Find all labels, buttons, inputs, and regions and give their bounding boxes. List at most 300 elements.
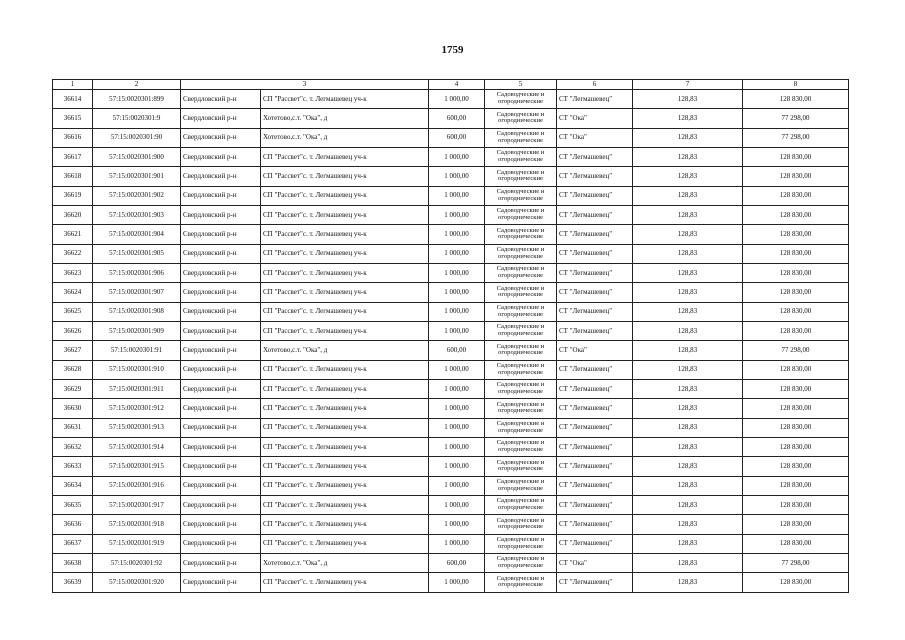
- cadastral-value-cell: 128 830,00: [743, 379, 849, 398]
- column-header-6: 6: [557, 80, 633, 90]
- area-cell: 1 000,00: [429, 186, 485, 205]
- land-use-line-1: Садоводческие и: [496, 226, 545, 234]
- land-use-line-1: Садоводческие и: [496, 535, 545, 543]
- land-use-line-1: Садоводческие и: [496, 149, 545, 157]
- area-cell: 1 000,00: [429, 283, 485, 302]
- land-use-line-1: Садоводческие и: [496, 362, 545, 370]
- area-cell: 1 000,00: [429, 495, 485, 514]
- land-use-line-2: огороднические: [498, 156, 543, 164]
- organization-cell: СТ "Легмашевец": [557, 321, 633, 340]
- organization-cell: СТ "Легмашевец": [557, 244, 633, 263]
- address-cell: Хотетово,с.т. "Ока", д: [261, 109, 429, 128]
- area-cell: 1 000,00: [429, 437, 485, 456]
- table-row: [53, 515, 849, 534]
- cadastral-number-cell: 57:15:0020301:911: [93, 379, 181, 398]
- cadastral-value-cell: 128 830,00: [743, 515, 849, 534]
- organization-cell: СТ "Легмашевец": [557, 457, 633, 476]
- unit-price-cell: 128,83: [633, 109, 743, 128]
- organization-cell: СТ "Легмашевец": [557, 379, 633, 398]
- record-number-cell: 36622: [53, 244, 93, 263]
- district-cell: Свердловский р-н: [181, 534, 261, 553]
- district-cell: Свердловский р-н: [181, 302, 261, 321]
- column-header-1: 1: [53, 80, 93, 90]
- record-number-cell: 36637: [53, 534, 93, 553]
- land-use-cell: [485, 244, 557, 263]
- organization-cell: СТ "Легмашевец": [557, 476, 633, 495]
- unit-price-cell: 128,83: [633, 186, 743, 205]
- address-cell: СП "Рассвет"с. т. Легмашевец уч-к: [261, 379, 429, 398]
- column-header-5: 5: [485, 80, 557, 90]
- district-cell: Свердловский р-н: [181, 244, 261, 263]
- organization-cell: СТ "Легмашевец": [557, 263, 633, 282]
- land-use-line-2: огороднические: [498, 523, 543, 531]
- land-use-line-2: огороднические: [498, 465, 543, 473]
- table-row: [53, 302, 849, 321]
- record-number-cell: 36620: [53, 205, 93, 224]
- unit-price-cell: 128,83: [633, 553, 743, 572]
- table-row: [53, 263, 849, 282]
- cadastral-value-cell: 128 830,00: [743, 399, 849, 418]
- land-use-line-1: Садоводческие и: [496, 91, 545, 99]
- area-cell: 1 000,00: [429, 147, 485, 166]
- record-number-cell: 36633: [53, 457, 93, 476]
- table-row: [53, 534, 849, 553]
- cadastral-value-cell: 128 830,00: [743, 321, 849, 340]
- address-cell: Хотетово,с.т. "Ока", д: [261, 341, 429, 360]
- area-cell: 1 000,00: [429, 360, 485, 379]
- land-use-line-1: Садоводческие и: [496, 439, 545, 447]
- record-number-cell: 36615: [53, 109, 93, 128]
- record-number-cell: 36638: [53, 553, 93, 572]
- area-cell: 1 000,00: [429, 515, 485, 534]
- cadastral-number-cell: 57:15:0020301:914: [93, 437, 181, 456]
- page-number: 1759: [441, 44, 464, 56]
- unit-price-cell: 128,83: [633, 244, 743, 263]
- land-registry-table: [52, 79, 849, 593]
- address-cell: СП "Рассвет"с. т. Легмашевец уч-к: [261, 263, 429, 282]
- cadastral-value-cell: 128 830,00: [743, 457, 849, 476]
- district-cell: Свердловский р-н: [181, 476, 261, 495]
- land-use-line-1: Садоводческие и: [496, 381, 545, 389]
- area-cell: 600,00: [429, 341, 485, 360]
- address-cell: СП "Рассвет"с. т. Легмашевец уч-к: [261, 457, 429, 476]
- area-cell: 1 000,00: [429, 573, 485, 592]
- unit-price-cell: 128,83: [633, 341, 743, 360]
- record-number-cell: 36616: [53, 128, 93, 147]
- cadastral-number-cell: 57:15:0020301:91: [93, 341, 181, 360]
- cadastral-number-cell: 57:15:0020301:900: [93, 147, 181, 166]
- table-row: [53, 457, 849, 476]
- address-cell: СП "Рассвет"с. т. Легмашевец уч-к: [261, 225, 429, 244]
- table-row: [53, 128, 849, 147]
- district-cell: Свердловский р-н: [181, 399, 261, 418]
- table-row: [53, 495, 849, 514]
- land-use-line-1: Садоводческие и: [496, 323, 545, 331]
- cadastral-value-cell: 77 298,00: [743, 109, 849, 128]
- cadastral-number-cell: 57:15:0020301:903: [93, 205, 181, 224]
- address-cell: СП "Рассвет"с. т. Легмашевец уч-к: [261, 167, 429, 186]
- unit-price-cell: 128,83: [633, 515, 743, 534]
- land-use-line-2: огороднические: [498, 252, 543, 260]
- address-cell: СП "Рассвет"с. т. Легмашевец уч-к: [261, 244, 429, 263]
- column-header-8: 8: [743, 80, 849, 90]
- area-cell: 600,00: [429, 109, 485, 128]
- land-use-line-2: огороднические: [498, 194, 543, 202]
- unit-price-cell: 128,83: [633, 495, 743, 514]
- cadastral-value-cell: 128 830,00: [743, 534, 849, 553]
- district-cell: Свердловский р-н: [181, 553, 261, 572]
- area-cell: 1 000,00: [429, 399, 485, 418]
- unit-price-cell: 128,83: [633, 90, 743, 109]
- organization-cell: СТ "Ока": [557, 341, 633, 360]
- land-use-cell: [485, 205, 557, 224]
- land-use-cell: [485, 90, 557, 109]
- record-number-cell: 36630: [53, 399, 93, 418]
- address-cell: Хотетово,с.т. "Ока", д: [261, 128, 429, 147]
- cadastral-value-cell: 128 830,00: [743, 418, 849, 437]
- cadastral-number-cell: 57:15:0020301:910: [93, 360, 181, 379]
- land-use-line-1: Садоводческие и: [496, 246, 545, 254]
- land-use-line-1: Садоводческие и: [496, 458, 545, 466]
- cadastral-value-cell: 128 830,00: [743, 476, 849, 495]
- unit-price-cell: 128,83: [633, 147, 743, 166]
- cadastral-number-cell: 57:15:0020301:909: [93, 321, 181, 340]
- unit-price-cell: 128,83: [633, 399, 743, 418]
- land-use-cell: [485, 321, 557, 340]
- unit-price-cell: 128,83: [633, 167, 743, 186]
- area-cell: 1 000,00: [429, 225, 485, 244]
- address-cell: СП "Рассвет"с. т. Легмашевец уч-к: [261, 437, 429, 456]
- cadastral-value-cell: 77 298,00: [743, 341, 849, 360]
- area-cell: 1 000,00: [429, 379, 485, 398]
- district-cell: Свердловский р-н: [181, 341, 261, 360]
- district-cell: Свердловский р-н: [181, 379, 261, 398]
- area-cell: 600,00: [429, 128, 485, 147]
- land-use-line-1: Садоводческие и: [496, 400, 545, 408]
- table-row: [53, 186, 849, 205]
- cadastral-number-cell: 57:15:0020301:905: [93, 244, 181, 263]
- land-use-line-2: огороднические: [498, 214, 543, 222]
- land-use-cell: [485, 341, 557, 360]
- area-cell: 1 000,00: [429, 321, 485, 340]
- district-cell: Свердловский р-н: [181, 437, 261, 456]
- cadastral-number-cell: 57:15:0020301:919: [93, 534, 181, 553]
- land-use-cell: [485, 263, 557, 282]
- land-use-line-2: огороднические: [498, 388, 543, 396]
- area-cell: 1 000,00: [429, 244, 485, 263]
- organization-cell: СТ "Легмашевец": [557, 302, 633, 321]
- table-row: [53, 90, 849, 109]
- cadastral-number-cell: 57:15:0020301:90: [93, 128, 181, 147]
- column-header-4: 4: [429, 80, 485, 90]
- organization-cell: СТ "Легмашевец": [557, 399, 633, 418]
- land-use-cell: [485, 399, 557, 418]
- district-cell: Свердловский р-н: [181, 225, 261, 244]
- table-row: [53, 321, 849, 340]
- cadastral-value-cell: 77 298,00: [743, 128, 849, 147]
- land-use-line-1: Садоводческие и: [496, 130, 545, 138]
- land-use-cell: [485, 553, 557, 572]
- land-use-line-1: Садоводческие и: [496, 284, 545, 292]
- district-cell: Свердловский р-н: [181, 186, 261, 205]
- table-row: [53, 225, 849, 244]
- organization-cell: СТ "Легмашевец": [557, 147, 633, 166]
- land-use-line-1: Садоводческие и: [496, 574, 545, 582]
- district-cell: Свердловский р-н: [181, 109, 261, 128]
- table-row: [53, 147, 849, 166]
- district-cell: Свердловский р-н: [181, 457, 261, 476]
- land-use-line-2: огороднические: [498, 581, 543, 589]
- record-number-cell: 36621: [53, 225, 93, 244]
- district-cell: Свердловский р-н: [181, 283, 261, 302]
- record-number-cell: 36614: [53, 90, 93, 109]
- address-cell: СП "Рассвет"с. т. Легмашевец уч-к: [261, 495, 429, 514]
- cadastral-number-cell: 57:15:0020301:901: [93, 167, 181, 186]
- table-row: [53, 167, 849, 186]
- cadastral-value-cell: 77 298,00: [743, 553, 849, 572]
- district-cell: Свердловский р-н: [181, 360, 261, 379]
- table-row: [53, 437, 849, 456]
- cadastral-number-cell: 57:15:0020301:918: [93, 515, 181, 534]
- record-number-cell: 36628: [53, 360, 93, 379]
- unit-price-cell: 128,83: [633, 360, 743, 379]
- organization-cell: СТ "Легмашевец": [557, 495, 633, 514]
- table-row: [53, 360, 849, 379]
- table-row: [53, 205, 849, 224]
- district-cell: Свердловский р-н: [181, 321, 261, 340]
- cadastral-value-cell: 128 830,00: [743, 360, 849, 379]
- record-number-cell: 36619: [53, 186, 93, 205]
- table-row: [53, 341, 849, 360]
- address-cell: СП "Рассвет"с. т. Легмашевец уч-к: [261, 205, 429, 224]
- address-cell: СП "Рассвет"с. т. Легмашевец уч-к: [261, 302, 429, 321]
- cadastral-number-cell: 57:15:0020301:902: [93, 186, 181, 205]
- land-use-cell: [485, 495, 557, 514]
- record-number-cell: 36634: [53, 476, 93, 495]
- organization-cell: СТ "Ока": [557, 553, 633, 572]
- address-cell: СП "Рассвет"с. т. Легмашевец уч-к: [261, 90, 429, 109]
- land-use-line-2: огороднические: [498, 136, 543, 144]
- unit-price-cell: 128,83: [633, 263, 743, 282]
- cadastral-value-cell: 128 830,00: [743, 225, 849, 244]
- area-cell: 1 000,00: [429, 302, 485, 321]
- land-use-cell: [485, 186, 557, 205]
- district-cell: Свердловский р-н: [181, 515, 261, 534]
- land-use-cell: [485, 225, 557, 244]
- address-cell: СП "Рассвет"с. т. Легмашевец уч-к: [261, 476, 429, 495]
- land-use-cell: [485, 147, 557, 166]
- land-use-line-1: Садоводческие и: [496, 110, 545, 118]
- land-use-cell: [485, 167, 557, 186]
- land-use-line-2: огороднические: [498, 117, 543, 125]
- area-cell: 1 000,00: [429, 167, 485, 186]
- address-cell: СП "Рассвет"с. т. Легмашевец уч-к: [261, 283, 429, 302]
- organization-cell: СТ "Легмашевец": [557, 283, 633, 302]
- land-use-cell: [485, 379, 557, 398]
- land-use-line-2: огороднические: [498, 175, 543, 183]
- land-use-line-1: Садоводческие и: [496, 188, 545, 196]
- district-cell: Свердловский р-н: [181, 167, 261, 186]
- unit-price-cell: 128,83: [633, 379, 743, 398]
- cadastral-number-cell: 57:15:0020301:908: [93, 302, 181, 321]
- address-cell: СП "Рассвет"с. т. Легмашевец уч-к: [261, 399, 429, 418]
- land-use-line-2: огороднические: [498, 504, 543, 512]
- cadastral-value-cell: 128 830,00: [743, 147, 849, 166]
- land-use-cell: [485, 437, 557, 456]
- record-number-cell: 36632: [53, 437, 93, 456]
- address-cell: СП "Рассвет"с. т. Легмашевец уч-к: [261, 147, 429, 166]
- cadastral-value-cell: 128 830,00: [743, 302, 849, 321]
- land-use-line-1: Садоводческие и: [496, 516, 545, 524]
- organization-cell: СТ "Легмашевец": [557, 573, 633, 592]
- cadastral-value-cell: 128 830,00: [743, 573, 849, 592]
- land-use-line-1: Садоводческие и: [496, 342, 545, 350]
- land-use-line-1: Садоводческие и: [496, 497, 545, 505]
- cadastral-number-cell: 57:15:0020301:899: [93, 90, 181, 109]
- cadastral-number-cell: 57:15:0020301:92: [93, 553, 181, 572]
- record-number-cell: 36625: [53, 302, 93, 321]
- record-number-cell: 36635: [53, 495, 93, 514]
- district-cell: Свердловский р-н: [181, 147, 261, 166]
- land-use-cell: [485, 302, 557, 321]
- district-cell: Свердловский р-н: [181, 573, 261, 592]
- address-cell: СП "Рассвет"с. т. Легмашевец уч-к: [261, 573, 429, 592]
- unit-price-cell: 128,83: [633, 457, 743, 476]
- table-row: [53, 109, 849, 128]
- address-cell: СП "Рассвет"с. т. Легмашевец уч-к: [261, 534, 429, 553]
- unit-price-cell: 128,83: [633, 573, 743, 592]
- address-cell: СП "Рассвет"с. т. Легмашевец уч-к: [261, 186, 429, 205]
- table-row: [53, 573, 849, 592]
- column-header-3: 3: [181, 80, 429, 90]
- cadastral-value-cell: 128 830,00: [743, 244, 849, 263]
- organization-cell: СТ "Легмашевец": [557, 225, 633, 244]
- record-number-cell: 36629: [53, 379, 93, 398]
- organization-cell: СТ "Легмашевец": [557, 90, 633, 109]
- area-cell: 1 000,00: [429, 263, 485, 282]
- record-number-cell: 36626: [53, 321, 93, 340]
- district-cell: Свердловский р-н: [181, 128, 261, 147]
- land-use-cell: [485, 457, 557, 476]
- area-cell: 1 000,00: [429, 90, 485, 109]
- column-number-header-row: [53, 80, 849, 90]
- land-use-line-2: огороднические: [498, 562, 543, 570]
- unit-price-cell: 128,83: [633, 534, 743, 553]
- land-use-cell: [485, 515, 557, 534]
- cadastral-number-cell: 57:15:0020301:920: [93, 573, 181, 592]
- table-row: [53, 418, 849, 437]
- area-cell: 1 000,00: [429, 534, 485, 553]
- land-use-line-2: огороднические: [498, 291, 543, 299]
- table-row: [53, 379, 849, 398]
- district-cell: Свердловский р-н: [181, 495, 261, 514]
- address-cell: СП "Рассвет"с. т. Легмашевец уч-к: [261, 321, 429, 340]
- unit-price-cell: 128,83: [633, 418, 743, 437]
- unit-price-cell: 128,83: [633, 283, 743, 302]
- organization-cell: СТ "Легмашевец": [557, 205, 633, 224]
- column-header-2: 2: [93, 80, 181, 90]
- land-use-line-2: огороднические: [498, 484, 543, 492]
- cadastral-number-cell: 57:15:0020301:907: [93, 283, 181, 302]
- address-cell: СП "Рассвет"с. т. Легмашевец уч-к: [261, 360, 429, 379]
- land-use-line-2: огороднические: [498, 426, 543, 434]
- unit-price-cell: 128,83: [633, 321, 743, 340]
- cadastral-number-cell: 57:15:0020301:913: [93, 418, 181, 437]
- area-cell: 1 000,00: [429, 457, 485, 476]
- organization-cell: СТ "Легмашевец": [557, 437, 633, 456]
- record-number-cell: 36631: [53, 418, 93, 437]
- land-use-line-1: Садоводческие и: [496, 478, 545, 485]
- area-cell: 1 000,00: [429, 205, 485, 224]
- land-use-line-2: огороднические: [498, 310, 543, 318]
- land-use-line-2: огороднические: [498, 407, 543, 415]
- record-number-cell: 36636: [53, 515, 93, 534]
- table-row: [53, 399, 849, 418]
- record-number-cell: 36639: [53, 573, 93, 592]
- organization-cell: СТ "Легмашевец": [557, 534, 633, 553]
- address-cell: СП "Рассвет"с. т. Легмашевец уч-к: [261, 515, 429, 534]
- cadastral-number-cell: 57:15:0020301:917: [93, 495, 181, 514]
- land-use-line-1: Садоводческие и: [496, 168, 545, 176]
- land-use-line-1: Садоводческие и: [496, 265, 545, 273]
- cadastral-value-cell: 128 830,00: [743, 283, 849, 302]
- land-use-cell: [485, 418, 557, 437]
- land-use-line-1: Садоводческие и: [496, 207, 545, 215]
- record-number-cell: 36627: [53, 341, 93, 360]
- unit-price-cell: 128,83: [633, 437, 743, 456]
- cadastral-number-cell: 57:15:0020301:912: [93, 399, 181, 418]
- unit-price-cell: 128,83: [633, 205, 743, 224]
- district-cell: Свердловский р-н: [181, 418, 261, 437]
- cadastral-number-cell: 57:15:0020301:916: [93, 476, 181, 495]
- table-row: [53, 244, 849, 263]
- record-number-cell: 36623: [53, 263, 93, 282]
- cadastral-value-cell: 128 830,00: [743, 263, 849, 282]
- organization-cell: СТ "Ока": [557, 109, 633, 128]
- land-use-line-2: огороднические: [498, 98, 543, 106]
- cadastral-number-cell: 57:15:0020301:9: [93, 109, 181, 128]
- cadastral-number-cell: 57:15:0020301:904: [93, 225, 181, 244]
- area-cell: 1 000,00: [429, 476, 485, 495]
- land-use-cell: [485, 573, 557, 592]
- district-cell: Свердловский р-н: [181, 205, 261, 224]
- record-number-cell: 36624: [53, 283, 93, 302]
- organization-cell: СТ "Легмашевец": [557, 167, 633, 186]
- area-cell: 1 000,00: [429, 418, 485, 437]
- organization-cell: СТ "Легмашевец": [557, 515, 633, 534]
- land-use-line-1: Садоводческие и: [496, 555, 545, 563]
- table-row: [53, 283, 849, 302]
- unit-price-cell: 128,83: [633, 128, 743, 147]
- land-use-cell: [485, 128, 557, 147]
- cadastral-value-cell: 128 830,00: [743, 437, 849, 456]
- land-use-cell: [485, 283, 557, 302]
- land-use-line-1: Садоводческие и: [496, 304, 545, 312]
- area-cell: 600,00: [429, 553, 485, 572]
- table-row: [53, 553, 849, 572]
- land-use-line-2: огороднические: [498, 368, 543, 376]
- cadastral-number-cell: 57:15:0020301:915: [93, 457, 181, 476]
- table-row: [53, 476, 849, 495]
- land-use-line-2: огороднические: [498, 330, 543, 338]
- organization-cell: СТ "Легмашевец": [557, 418, 633, 437]
- unit-price-cell: 128,83: [633, 225, 743, 244]
- land-use-line-2: огороднические: [498, 446, 543, 454]
- cadastral-value-cell: 128 830,00: [743, 205, 849, 224]
- land-use-cell: [485, 360, 557, 379]
- cadastral-value-cell: 128 830,00: [743, 495, 849, 514]
- district-cell: Свердловский р-н: [181, 263, 261, 282]
